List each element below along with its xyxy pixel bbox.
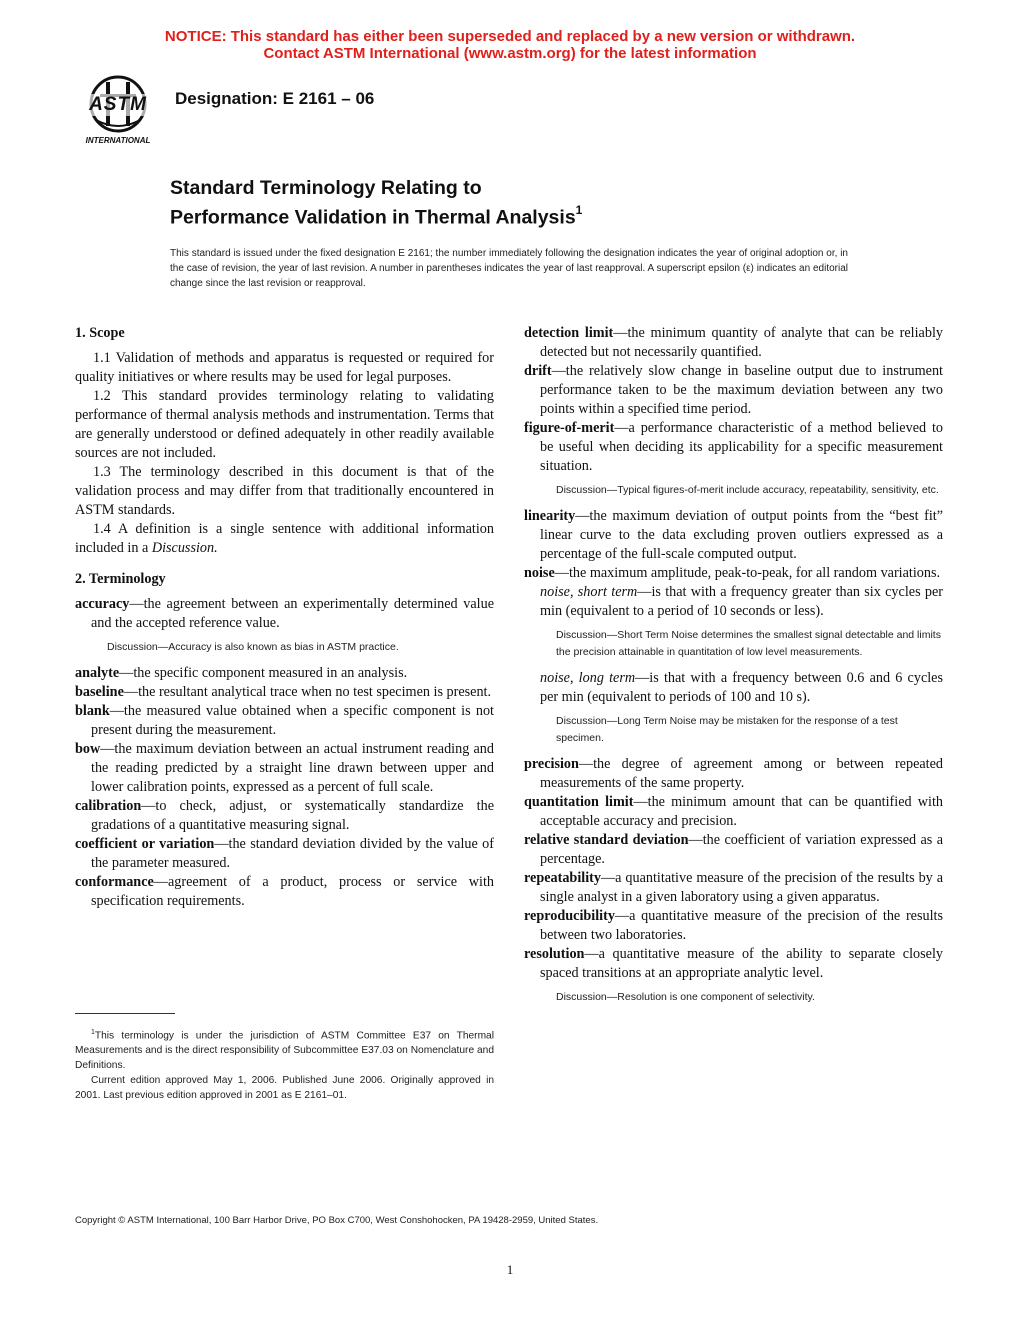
term-noise-short-term: noise, short term — [540, 584, 638, 600]
def-accuracy-text: —the agreement between an experimentally determined value and the accepted reference value. — [91, 596, 494, 631]
term-calibration: calibration — [75, 798, 142, 814]
def-precision — [524, 755, 943, 793]
def-blank-text: —the measured value obtained when a specific component is not present during the measurement. — [91, 703, 494, 738]
term-figure-of-merit: figure-of-merit — [524, 420, 615, 436]
term-repeatability: repeatability — [524, 870, 601, 886]
def-noise-long-term-text: —is that with a frequency between 0.6 and 6 cycles per min (equivalent to periods of 100 and 10 s). — [540, 670, 943, 705]
def-detection-limit-text: —the minimum quantity of analyte that can be reliably detected but not necessarily quantified. — [540, 325, 943, 360]
title-line-2 — [170, 200, 582, 230]
section-1-4 — [75, 520, 494, 558]
right-column — [524, 324, 943, 1014]
def-baseline-text: —the resultant analytical trace when no test specimen is present. — [123, 684, 492, 700]
disc-figure-of-merit: Discussion—Typical figures-of-merit include accuracy, repeatability, sensitivity, etc. — [556, 484, 939, 496]
term-bow: bow — [75, 741, 101, 757]
term-accuracy: accuracy — [75, 596, 130, 612]
def-precision-text: —the degree of agreement among or between repeated measurements of the same property. — [540, 756, 943, 791]
def-resolution-text: —a quantitative measure of the ability to separate closely spaced transitions at an appropriate analytic level. — [540, 946, 943, 981]
def-baseline — [75, 683, 494, 702]
disc-resolution: Discussion—Resolution is one component of selectivity. — [556, 991, 815, 1003]
document-title — [170, 176, 582, 230]
footnote-1 — [75, 1025, 494, 1073]
def-bow-text: —the maximum deviation between an actual instrument reading and the reading predicted by a straight line drawn between upper and lower calibration points, expressed as a percent of full scale. — [91, 741, 494, 795]
designation: Designation: E 2161 – 06 — [175, 89, 375, 108]
def-linearity-text: —the maximum deviation of output points from the “best fit” linear curve to the data excluding proven outliers expressed as a percentage of the full-scale computed output. — [540, 508, 943, 562]
def-conformance-text: —agreement of a product, process or service with specification requirements. — [91, 874, 494, 909]
section-1-4-link: Discussion. — [151, 540, 218, 556]
term-analyte: analyte — [75, 665, 120, 681]
term-quantitation-limit: quantitation limit — [524, 794, 634, 810]
def-quantitation-limit-text: —the minimum amount that can be quantified with acceptable accuracy and precision. — [540, 794, 943, 829]
def-accuracy — [75, 595, 494, 633]
footnote-1-text: This terminology is under the jurisdiction of ASTM Committee E37 on Thermal Measurements and is the direct responsibility of Subcommittee E37.03 on Nomenclature and Definitions. — [75, 1030, 494, 1072]
terminology-heading: 2. Terminology — [75, 571, 166, 587]
def-detection-limit — [524, 324, 943, 362]
term-blank: blank — [75, 703, 110, 719]
astm-logo — [76, 74, 160, 148]
term-coefficient: coefficient or variation — [75, 836, 215, 852]
term-drift: drift — [524, 363, 552, 379]
section-1-1: 1.1 Validation of methods and apparatus is requested or required for quality initiatives or where results may be used for legal purposes. — [75, 350, 494, 385]
footnote-2: Current edition approved May 1, 2006. Published June 2006. Originally approved in 2001. Last previous edition approved in 2001 as E 2161–01. — [75, 1075, 494, 1102]
def-repeatability-text: —a quantitative measure of the precision of the results by a single analyst in a given laboratory using a given apparatus. — [540, 870, 943, 905]
term-detection-limit: detection limit — [524, 325, 614, 341]
term-precision: precision — [524, 756, 579, 772]
def-noise — [524, 564, 943, 583]
def-noise-short-term-text: —is that with a frequency greater than six cycles per min (equivalent to a period of 10 seconds or less). — [540, 584, 943, 619]
def-relative-standard-deviation-text: —the coefficient of variation expressed as a percentage. — [540, 832, 943, 867]
copyright-notice: Copyright © ASTM International, 100 Barr Harbor Drive, PO Box C700, West Conshohocken, PA 19428-2959, United States. — [75, 1215, 599, 1226]
term-linearity: linearity — [524, 508, 576, 524]
term-conformance: conformance — [75, 874, 154, 890]
scope-heading: 1. Scope — [75, 325, 125, 341]
def-drift — [524, 362, 943, 419]
def-analyte — [75, 664, 494, 683]
title-line-2-text: Performance Validation in Thermal Analysis — [170, 206, 576, 229]
def-calibration-text: —to check, adjust, or systematically standardize the gradations of a quantitative measuring signal. — [91, 798, 494, 833]
term-baseline: baseline — [75, 684, 124, 700]
def-analyte-text: —the specific component measured in an analysis. — [119, 665, 408, 681]
footnote-divider — [75, 1013, 175, 1014]
section-1-4-text: 1.4 A definition is a single sentence with additional information included in a — [75, 521, 494, 556]
def-reproducibility — [524, 907, 943, 945]
def-bow — [75, 740, 494, 797]
disc-accuracy: Discussion—Accuracy is also known as bias in ASTM practice. — [107, 641, 399, 653]
term-noise-long-term: noise, long term — [540, 670, 636, 686]
notice-banner — [0, 28, 1020, 62]
def-coefficient — [75, 835, 494, 873]
footnotes — [75, 1025, 494, 1103]
term-noise: noise — [524, 565, 555, 581]
def-calibration — [75, 797, 494, 835]
section-1-3: 1.3 The terminology described in this document is that of the validation process and may differ from that traditionally encountered in ASTM standards. — [75, 464, 494, 518]
def-repeatability — [524, 869, 943, 907]
page-number: 1 — [506, 1262, 514, 1277]
disc-noise-short-term: Discussion—Short Term Noise determines the smallest signal detectable and limits the precision attainable in quantitation of low level measurements. — [556, 629, 941, 658]
def-quantitation-limit — [524, 793, 943, 831]
logo-caption: INTERNATIONAL — [85, 136, 151, 145]
def-resolution — [524, 945, 943, 983]
notice-line-1: NOTICE: This standard has either been superseded and replaced by a new version or withdrawn. — [164, 28, 856, 45]
term-reproducibility: reproducibility — [524, 908, 615, 924]
def-conformance — [75, 873, 494, 911]
def-figure-of-merit-text: —a performance characteristic of a method believed to be useful when deciding its applicability for a specific measurement situation. — [540, 420, 943, 474]
title-line-1: Standard Terminology Relating to — [170, 177, 482, 199]
issue-statement: This standard is issued under the fixed designation E 2161; the number immediately following the designation indicates the year of original adoption or, in the case of revision, the year of last revision. A number in parentheses indicates the year of last reapproval. A superscript epsilon (ε) indicates an editorial change since the last revision or reapproval. — [170, 248, 848, 289]
def-figure-of-merit — [524, 419, 943, 476]
title-footnote-mark: 1 — [575, 203, 583, 217]
def-drift-text: —the relatively slow change in baseline output due to instrument performance taken to be the maximum deviation between any two points within a specified time period. — [540, 363, 943, 417]
def-relative-standard-deviation — [524, 831, 943, 869]
def-blank — [75, 702, 494, 740]
footnote-1-mark: 1 — [91, 1029, 95, 1036]
notice-line-2: Contact ASTM International (www.astm.org) for the latest information — [263, 45, 757, 62]
def-noise-long-term — [524, 669, 943, 707]
section-1-2: 1.2 This standard provides terminology relating to validating performance of thermal analysis methods and instrumentation. Terms that are generally understood or defined adequately in other readily available sources are not included. — [75, 388, 494, 461]
def-noise-text: —the maximum amplitude, peak-to-peak, for all random variations. — [554, 565, 941, 581]
def-linearity — [524, 507, 943, 564]
logo-letters: ASTM — [82, 94, 154, 116]
disc-noise-long-term: Discussion—Long Term Noise may be mistaken for the response of a test specimen. — [556, 715, 898, 744]
def-noise-short-term — [524, 583, 943, 621]
term-relative-standard-deviation: relative standard deviation — [524, 832, 689, 848]
def-coefficient-text: —the standard deviation divided by the value of the parameter measured. — [91, 836, 494, 871]
def-reproducibility-text: —a quantitative measure of the precision of the results between two laboratories. — [540, 908, 943, 943]
left-column — [75, 324, 494, 911]
term-resolution: resolution — [524, 946, 585, 962]
